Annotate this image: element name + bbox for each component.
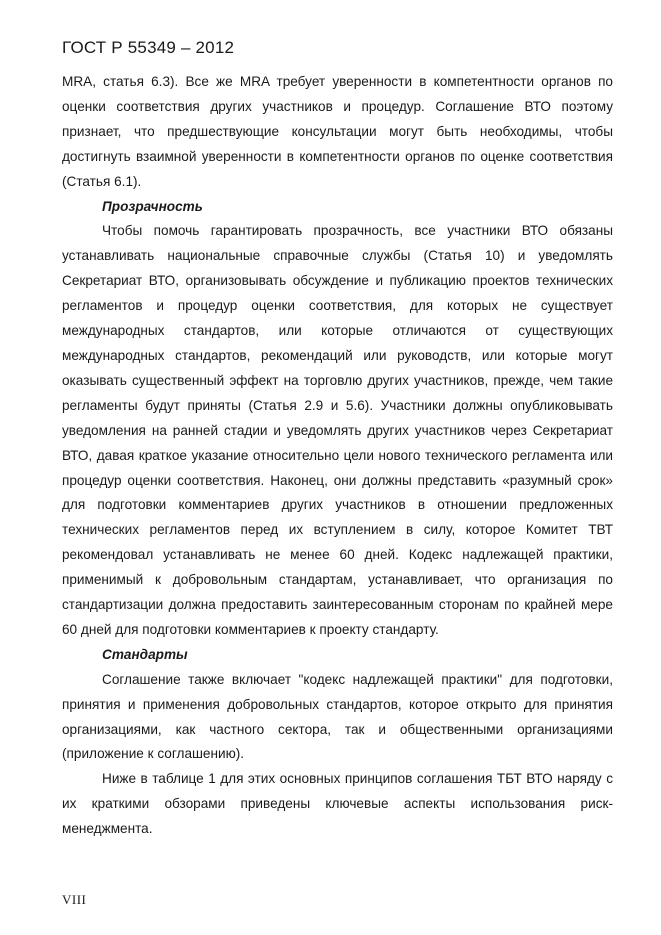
section-heading-transparency: Прозрачность <box>102 198 203 214</box>
document-header: ГОСТ Р 55349 – 2012 <box>62 38 235 57</box>
standards-paragraph-2: Ниже в таблице 1 для этих основных принципов соглашения ТБТ ВТО наряду с их краткими обзорами приведены ключевые аспекты использования риск-менеджмента. <box>62 771 613 837</box>
page-number: VIII <box>62 892 87 907</box>
transparency-paragraph: Чтобы помочь гарантировать прозрачность, все участники ВТО обязаны устанавливать национальные справочные службы (Статья 10) и уведомлять Секретариат ВТО, организовывать обсуждение и публикацию проектов технических регламентов и процедур оценки соответствия, для которых не существует международных стандартов, или которые отличаются от существующих международных стандартов, рекомендаций или руководств, или которые могут оказывать существенный эффект на торговлю других участников, прежде, чем такие регламенты будут приняты (Статья 2.9 и 5.6). Участники должны опубликовывать уведомления на ранней стадии и уведомлять других участников через Секретариат ВТО, давая краткое указание относительно цели нового технического регламента или процедур оценки соответствия. Наконец, они должны представить «разумный срок» для подготовки комментариев других участников в отношении предложенных технических регламентов перед их вступлением в силу, которое Комитет ТВТ рекомендовал устанавливать не менее 60 дней. Кодекс надлежащей практики, применимый к добровольным стандартам, устанавливает, что организация по стандартизации должна предоставить заинтересованным сторонам по крайней мере 60 дней для подготовки комментариев к проекту стандарту. <box>62 223 613 637</box>
intro-paragraph: MRA, статья 6.3). Все же MRA требует уверенности в компетентности органов по оценки соответствия других участников и процедур. Соглашение ВТО поэтому признает, что предшествующие консультации могут быть необходимы, чтобы достигнуть взаимной уверенности в компетентности органов по оценке соответствия (Статья 6.1). <box>62 74 613 189</box>
document-body <box>62 70 613 842</box>
standards-paragraph-1: Соглашение также включает "кодекс надлежащей практики" для подготовки, принятия и применения добровольных стандартов, которое открыто для принятия организациями, как частного сектора, так и общественными организациями (приложение к соглашению). <box>62 671 613 762</box>
section-heading-standards: Стандарты <box>102 646 188 662</box>
